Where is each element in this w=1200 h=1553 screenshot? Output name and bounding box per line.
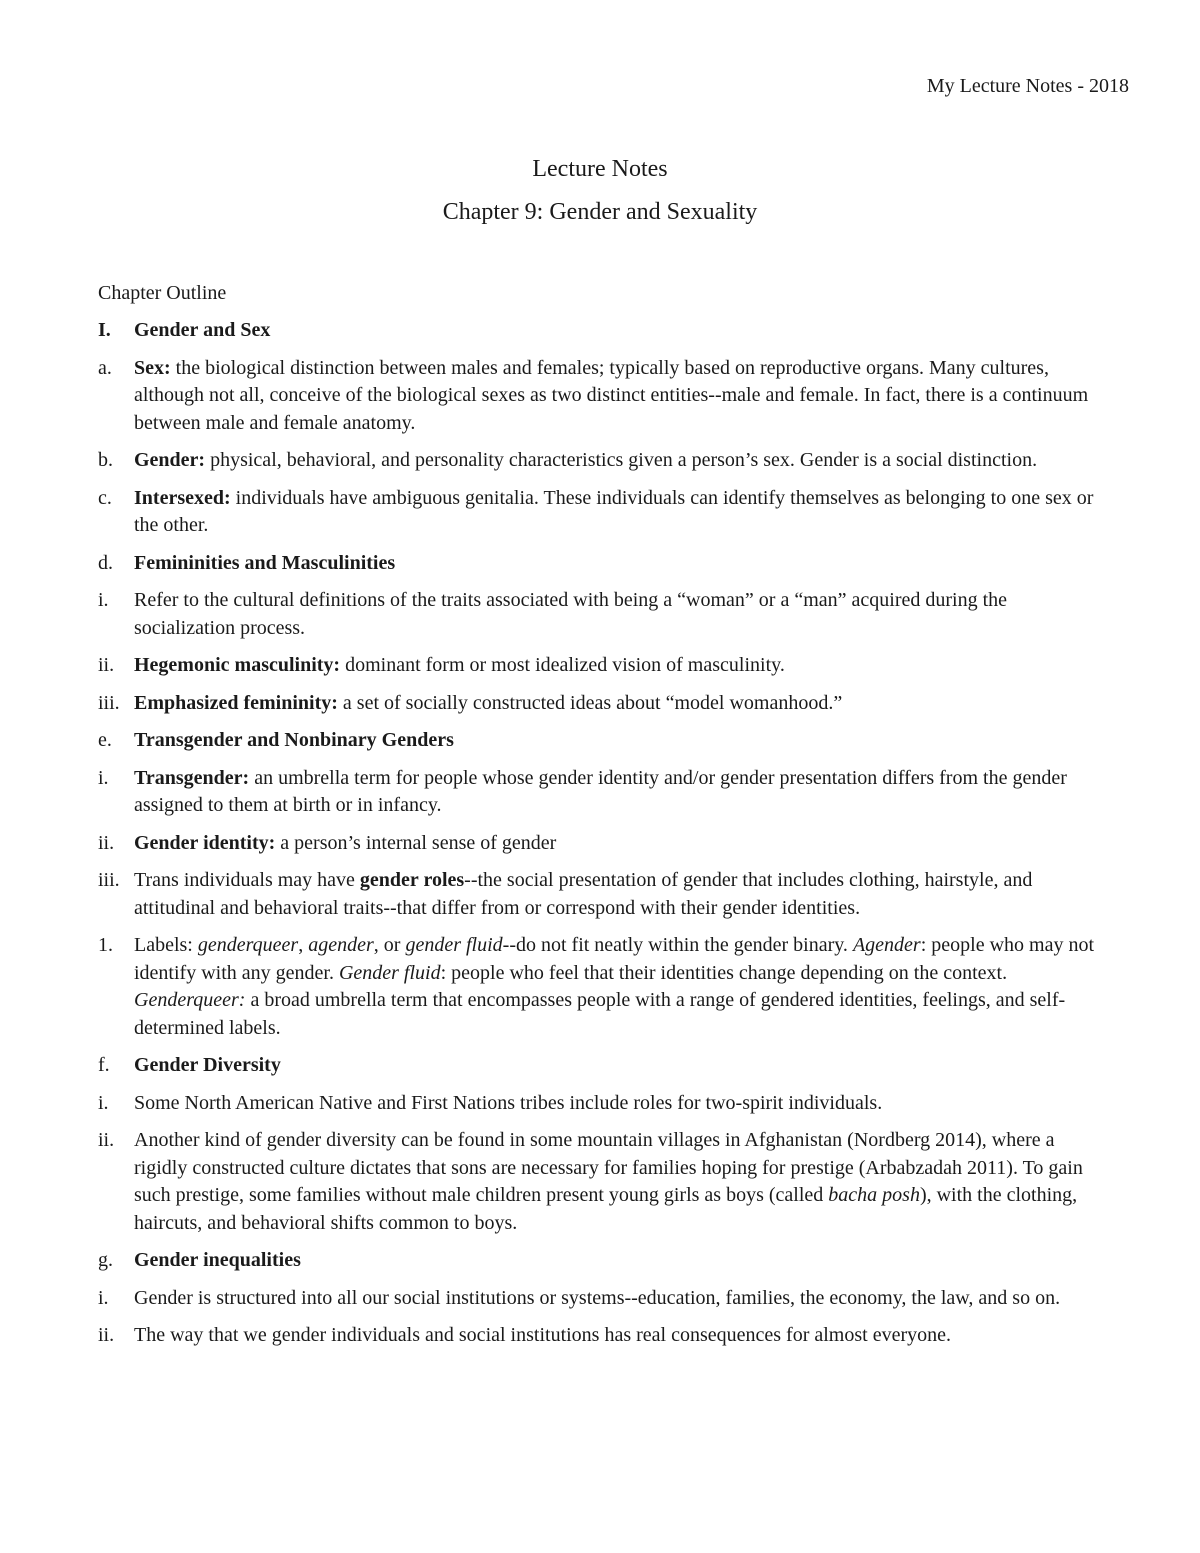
emphasis-text: Gender fluid bbox=[338, 961, 441, 984]
term-label: Gender Diversity bbox=[134, 1054, 281, 1076]
outline-item bbox=[98, 1285, 1108, 1313]
outline-item bbox=[98, 727, 1108, 755]
body-text: a set of socially constructed ideas about “model womanhood.” bbox=[337, 691, 843, 714]
item-text bbox=[134, 690, 1108, 718]
item-marker: ii. bbox=[98, 831, 115, 854]
item-marker: ii. bbox=[98, 654, 115, 676]
term-label: Transgender: bbox=[134, 766, 250, 789]
item-marker: iii. bbox=[98, 691, 120, 714]
outline-item bbox=[98, 355, 1108, 438]
outline-item bbox=[98, 1322, 1108, 1350]
item-marker: 1. bbox=[98, 934, 113, 956]
body-text: : people who may not identify with any gender. bbox=[134, 934, 1095, 984]
outline-item bbox=[98, 1247, 1108, 1275]
item-text bbox=[134, 317, 1108, 345]
item-text bbox=[134, 550, 1108, 578]
item-text bbox=[134, 447, 1108, 475]
item-marker: i. bbox=[98, 1286, 109, 1309]
term-label: Transgender and Nonbinary Genders bbox=[134, 729, 454, 751]
term-label: Emphasized femininity: bbox=[134, 691, 338, 714]
emphasis-text: genderqueer bbox=[197, 934, 299, 956]
term-label: Gender identity: bbox=[134, 831, 276, 854]
outline-item bbox=[98, 652, 1108, 680]
outline-item bbox=[98, 1127, 1108, 1237]
outline-item bbox=[98, 317, 1108, 345]
outline-item bbox=[98, 587, 1108, 642]
body-text: --the social presentation of gender that includes clothing, hairstyle, and attitudinal and behavioral traits--that differ from or correspond with their gender identities. bbox=[134, 869, 1033, 919]
outline-heading: Chapter Outline bbox=[98, 282, 227, 304]
body-text: Trans individuals may have bbox=[134, 869, 360, 891]
body-text: ), with the clothing, haircuts, and behavioral shifts common to boys. bbox=[134, 1184, 1078, 1234]
item-text bbox=[134, 1052, 1108, 1080]
term-label: Femininities and Masculinities bbox=[134, 551, 396, 574]
body-text: Another kind of gender diversity can be found in some mountain villages in Afghanistan (Nordberg 2014), where a rigidly constructed culture dictates that sons are necessary for families hoping for prestige (Arbabzadah 2011). To gain such prestige, some families without male children present young girls as boys (called bbox=[134, 1129, 1083, 1206]
body-text: Labels: bbox=[134, 934, 198, 956]
item-text bbox=[134, 727, 1108, 755]
item-text bbox=[134, 1090, 1108, 1118]
item-text bbox=[134, 1127, 1108, 1237]
body-text: physical, behavioral, and personality characteristics given a person’s sex. Gender is a social distinction. bbox=[205, 449, 1038, 471]
item-text bbox=[134, 765, 1108, 820]
outline-item bbox=[98, 690, 1108, 718]
item-marker: I. bbox=[98, 319, 111, 341]
body-text: the biological distinction between males and females; typically based on reproductive organs. Many cultures, although not all, conceive of the biological sexes as two distinct entities--male and female. In fact, there is a continuum between male and female anatomy. bbox=[134, 356, 1089, 434]
item-marker: b. bbox=[98, 449, 113, 471]
body-text: a person’s internal sense of gender bbox=[275, 831, 557, 854]
item-text bbox=[134, 485, 1108, 540]
outline-item bbox=[98, 932, 1108, 1042]
term-label: gender roles bbox=[359, 869, 465, 891]
term-label: Sex: bbox=[134, 356, 171, 379]
item-text bbox=[134, 1285, 1108, 1313]
item-marker: e. bbox=[98, 729, 112, 751]
body-text: Gender is structured into all our social institutions or systems--education, families, the economy, the law, and so on. bbox=[134, 1286, 1061, 1309]
item-text bbox=[134, 355, 1108, 438]
body-text: --do not fit neatly within the gender binary. bbox=[502, 934, 853, 956]
item-marker: f. bbox=[98, 1054, 110, 1076]
item-marker: g. bbox=[98, 1249, 113, 1271]
item-marker: c. bbox=[98, 486, 112, 509]
item-text bbox=[134, 652, 1108, 680]
item-text bbox=[134, 1247, 1108, 1275]
outline-item bbox=[98, 1090, 1108, 1118]
body-text: a broad umbrella term that encompasses people with a range of gendered identities, feelings, and self-determined labels. bbox=[134, 989, 1066, 1039]
item-marker: iii. bbox=[98, 869, 120, 891]
body-text: dominant form or most idealized vision of masculinity. bbox=[340, 654, 785, 676]
item-text bbox=[134, 932, 1108, 1042]
term-label: Gender and Sex bbox=[134, 319, 271, 341]
item-marker: i. bbox=[98, 766, 109, 789]
item-marker: a. bbox=[98, 356, 112, 379]
running-header: My Lecture Notes - 2018 bbox=[926, 75, 1129, 97]
item-text bbox=[134, 587, 1108, 642]
emphasis-text: agender bbox=[308, 934, 374, 956]
item-marker: i. bbox=[98, 1091, 109, 1114]
body-text: , or bbox=[373, 934, 406, 956]
term-label: Intersexed: bbox=[134, 486, 231, 509]
item-text bbox=[134, 867, 1108, 922]
document-title: Lecture Notes bbox=[532, 156, 668, 182]
outline-item bbox=[98, 1052, 1108, 1080]
outline-item bbox=[98, 765, 1108, 820]
outline-item bbox=[98, 867, 1108, 922]
emphasis-text: bacha posh bbox=[828, 1184, 920, 1206]
emphasis-text: Agender bbox=[852, 934, 921, 956]
outline-list bbox=[98, 317, 1108, 1360]
term-label: Gender inequalities bbox=[134, 1249, 301, 1271]
chapter-title: Chapter 9: Gender and Sexuality bbox=[442, 199, 758, 225]
item-marker: d. bbox=[98, 551, 113, 574]
outline-item bbox=[98, 550, 1108, 578]
item-marker: ii. bbox=[98, 1129, 115, 1151]
body-text: : people who feel that their identities change depending on the context. bbox=[440, 961, 1008, 984]
emphasis-text: Genderqueer: bbox=[134, 989, 246, 1011]
body-text: The way that we gender individuals and social institutions has real consequences for almost everyone. bbox=[134, 1324, 951, 1346]
item-text bbox=[134, 830, 1108, 858]
item-marker: i. bbox=[98, 589, 109, 611]
item-text bbox=[134, 1322, 1108, 1350]
body-text: Refer to the cultural definitions of the traits associated with being a “woman” or a “man” acquired during the socialization process. bbox=[134, 589, 1008, 639]
term-label: Gender: bbox=[134, 449, 206, 471]
body-text: , bbox=[298, 934, 309, 956]
body-text: Some North American Native and First Nations tribes include roles for two-spirit individuals. bbox=[134, 1091, 883, 1114]
body-text: an umbrella term for people whose gender identity and/or gender presentation differs from the gender assigned to them at birth or in infancy. bbox=[134, 766, 1067, 816]
emphasis-text: gender fluid bbox=[405, 934, 503, 956]
item-marker: ii. bbox=[98, 1324, 115, 1346]
outline-item bbox=[98, 447, 1108, 475]
outline-item bbox=[98, 830, 1108, 858]
outline-item bbox=[98, 485, 1108, 540]
body-text: individuals have ambiguous genitalia. These individuals can identify themselves as belonging to one sex or the other. bbox=[134, 486, 1094, 536]
term-label: Hegemonic masculinity: bbox=[134, 654, 341, 676]
